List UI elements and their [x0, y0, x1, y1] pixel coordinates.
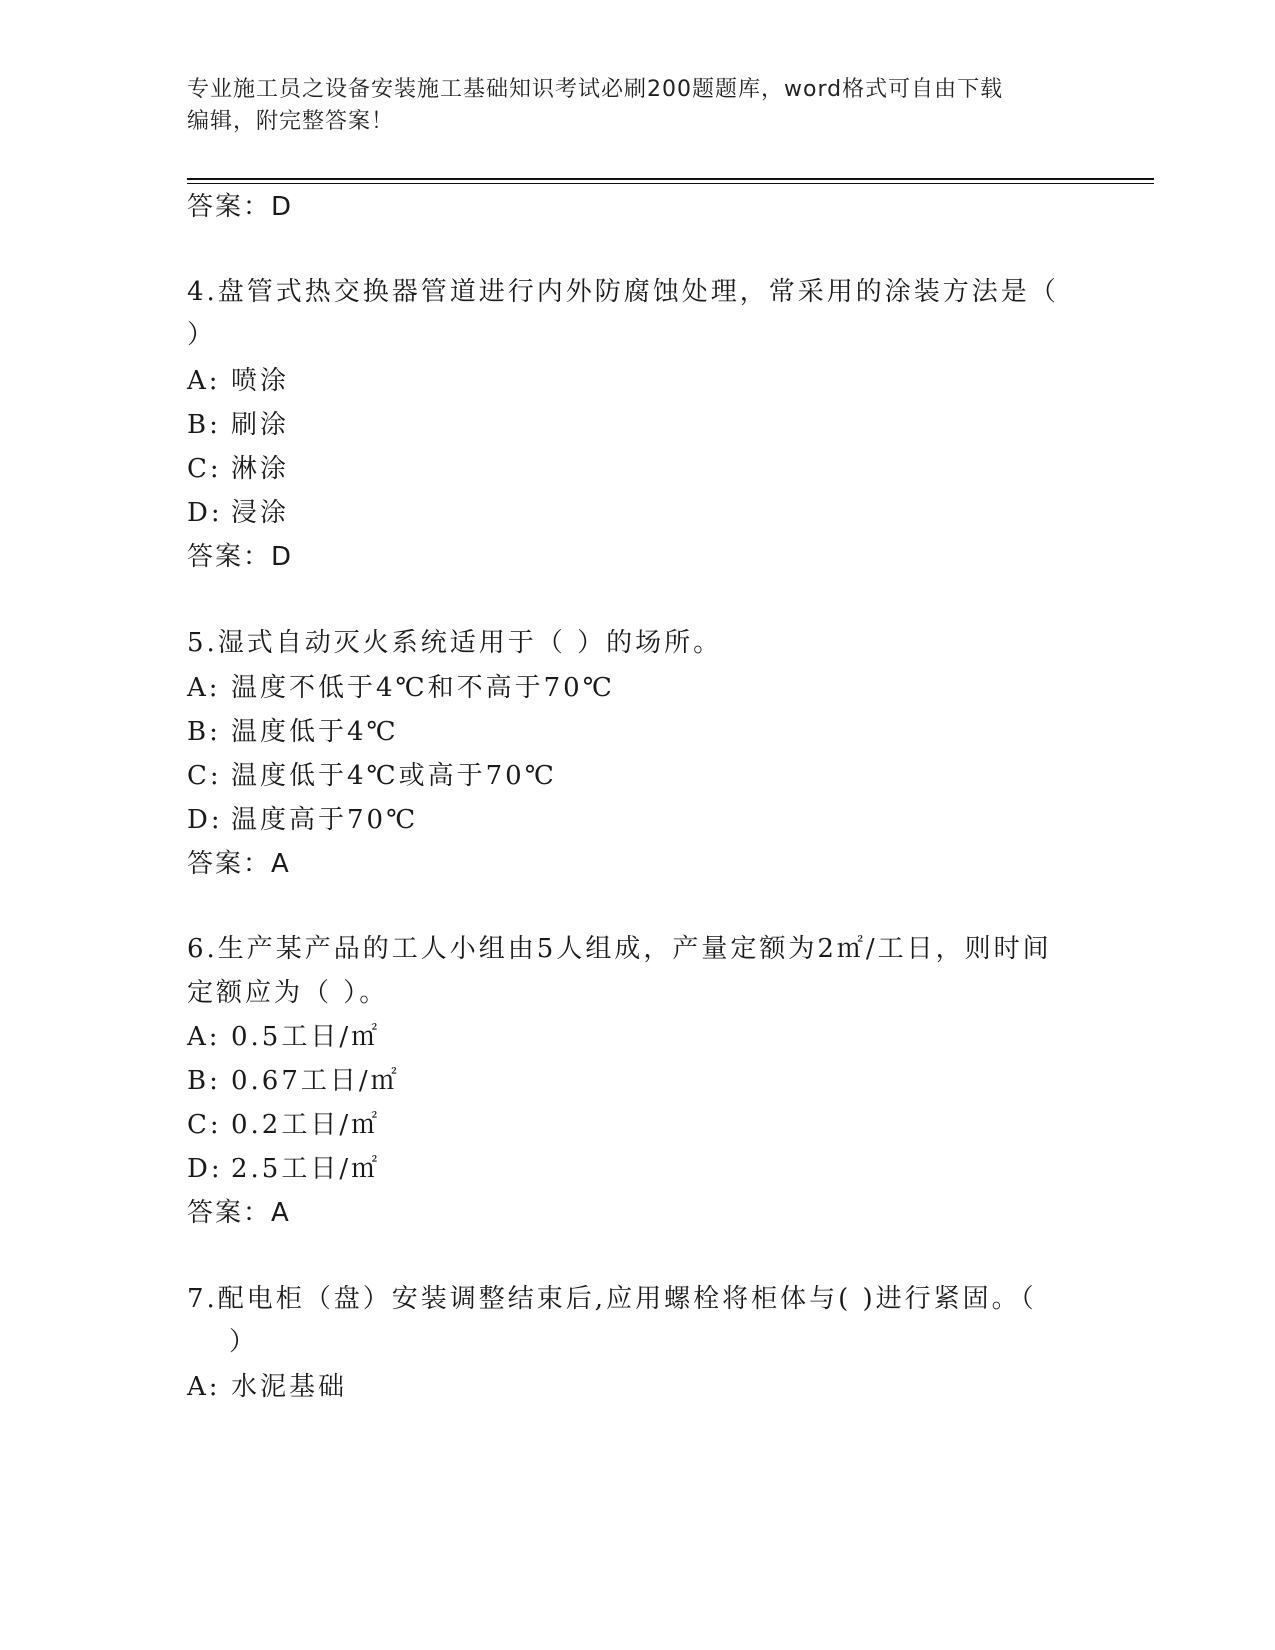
option-b	[187, 1064, 400, 1098]
option-letter: B:	[187, 717, 221, 747]
option-text: 0.2工日/㎡	[231, 1110, 381, 1140]
option-letter: A:	[187, 366, 221, 396]
header-rule-thick	[187, 178, 1154, 180]
option-letter: A:	[187, 1022, 221, 1052]
option-letter: D:	[187, 498, 223, 528]
option-text: 0.5工日/㎡	[231, 1022, 381, 1052]
header-line-1: 专业施工员之设备安装施工基础知识考试必刷200题题库，word格式可自由下载	[187, 77, 1004, 102]
option-text: 2.5工日/㎡	[231, 1154, 381, 1184]
option-a	[187, 1370, 347, 1404]
option-text: 温度低于4℃	[231, 717, 399, 747]
question-stem: 7.配电柜（盘）安装调整结束后,应用螺栓将柜体与( )进行紧固。（	[187, 1284, 1037, 1314]
option-c	[187, 1108, 380, 1142]
option-d	[187, 1152, 380, 1186]
option-letter: C:	[187, 1110, 222, 1140]
option-a	[187, 671, 615, 705]
option-text: 温度不低于4℃和不高于70℃	[231, 673, 615, 703]
option-letter: D:	[187, 805, 223, 835]
option-text: 0.67工日/㎡	[231, 1066, 400, 1096]
header-rule-thin	[187, 183, 1154, 184]
option-b	[187, 715, 399, 749]
option-d	[187, 496, 289, 530]
question-stem: 4.盘管式热交换器管道进行内外防腐蚀处理，常采用的涂装方法是（	[187, 277, 1059, 307]
option-letter: B:	[187, 1066, 221, 1096]
option-c	[187, 759, 557, 793]
option-letter: A:	[187, 673, 221, 703]
option-a	[187, 364, 289, 398]
option-d	[187, 803, 418, 837]
option-text: 刷涂	[231, 410, 290, 440]
question-stem-continued: ）	[229, 1327, 259, 1357]
option-text: 温度低于4℃或高于70℃	[231, 761, 557, 791]
page-header	[187, 74, 1067, 138]
option-letter: B:	[187, 410, 221, 440]
option-letter: A:	[187, 1372, 221, 1402]
question-stem-continued: 定额应为（ ）。	[187, 978, 389, 1008]
option-text: 浸涂	[231, 498, 290, 528]
option-text: 喷涂	[231, 366, 290, 396]
question-stem: 6.生产某产品的工人小组由5人组成，产量定额为2㎡/工日，则时间	[187, 934, 1052, 964]
header-line-2: 编辑，附完整答案！	[187, 109, 395, 134]
answer-label: 答案：A	[187, 1198, 291, 1228]
question-stem: 5.湿式自动灭火系统适用于（ ）的场所。	[187, 628, 723, 658]
option-letter: D:	[187, 1154, 223, 1184]
answer-label: 答案：A	[187, 849, 291, 879]
option-letter: C:	[187, 761, 222, 791]
option-text: 水泥基础	[231, 1372, 348, 1402]
option-c	[187, 452, 289, 486]
question-stem-continued: ）	[187, 320, 217, 350]
option-a	[187, 1020, 380, 1054]
option-b	[187, 408, 289, 442]
answer-label: 答案：D	[187, 542, 294, 572]
option-text: 淋涂	[231, 454, 290, 484]
answer-label: 答案：D	[187, 192, 294, 222]
option-text: 温度高于70℃	[231, 805, 419, 835]
option-letter: C:	[187, 454, 222, 484]
